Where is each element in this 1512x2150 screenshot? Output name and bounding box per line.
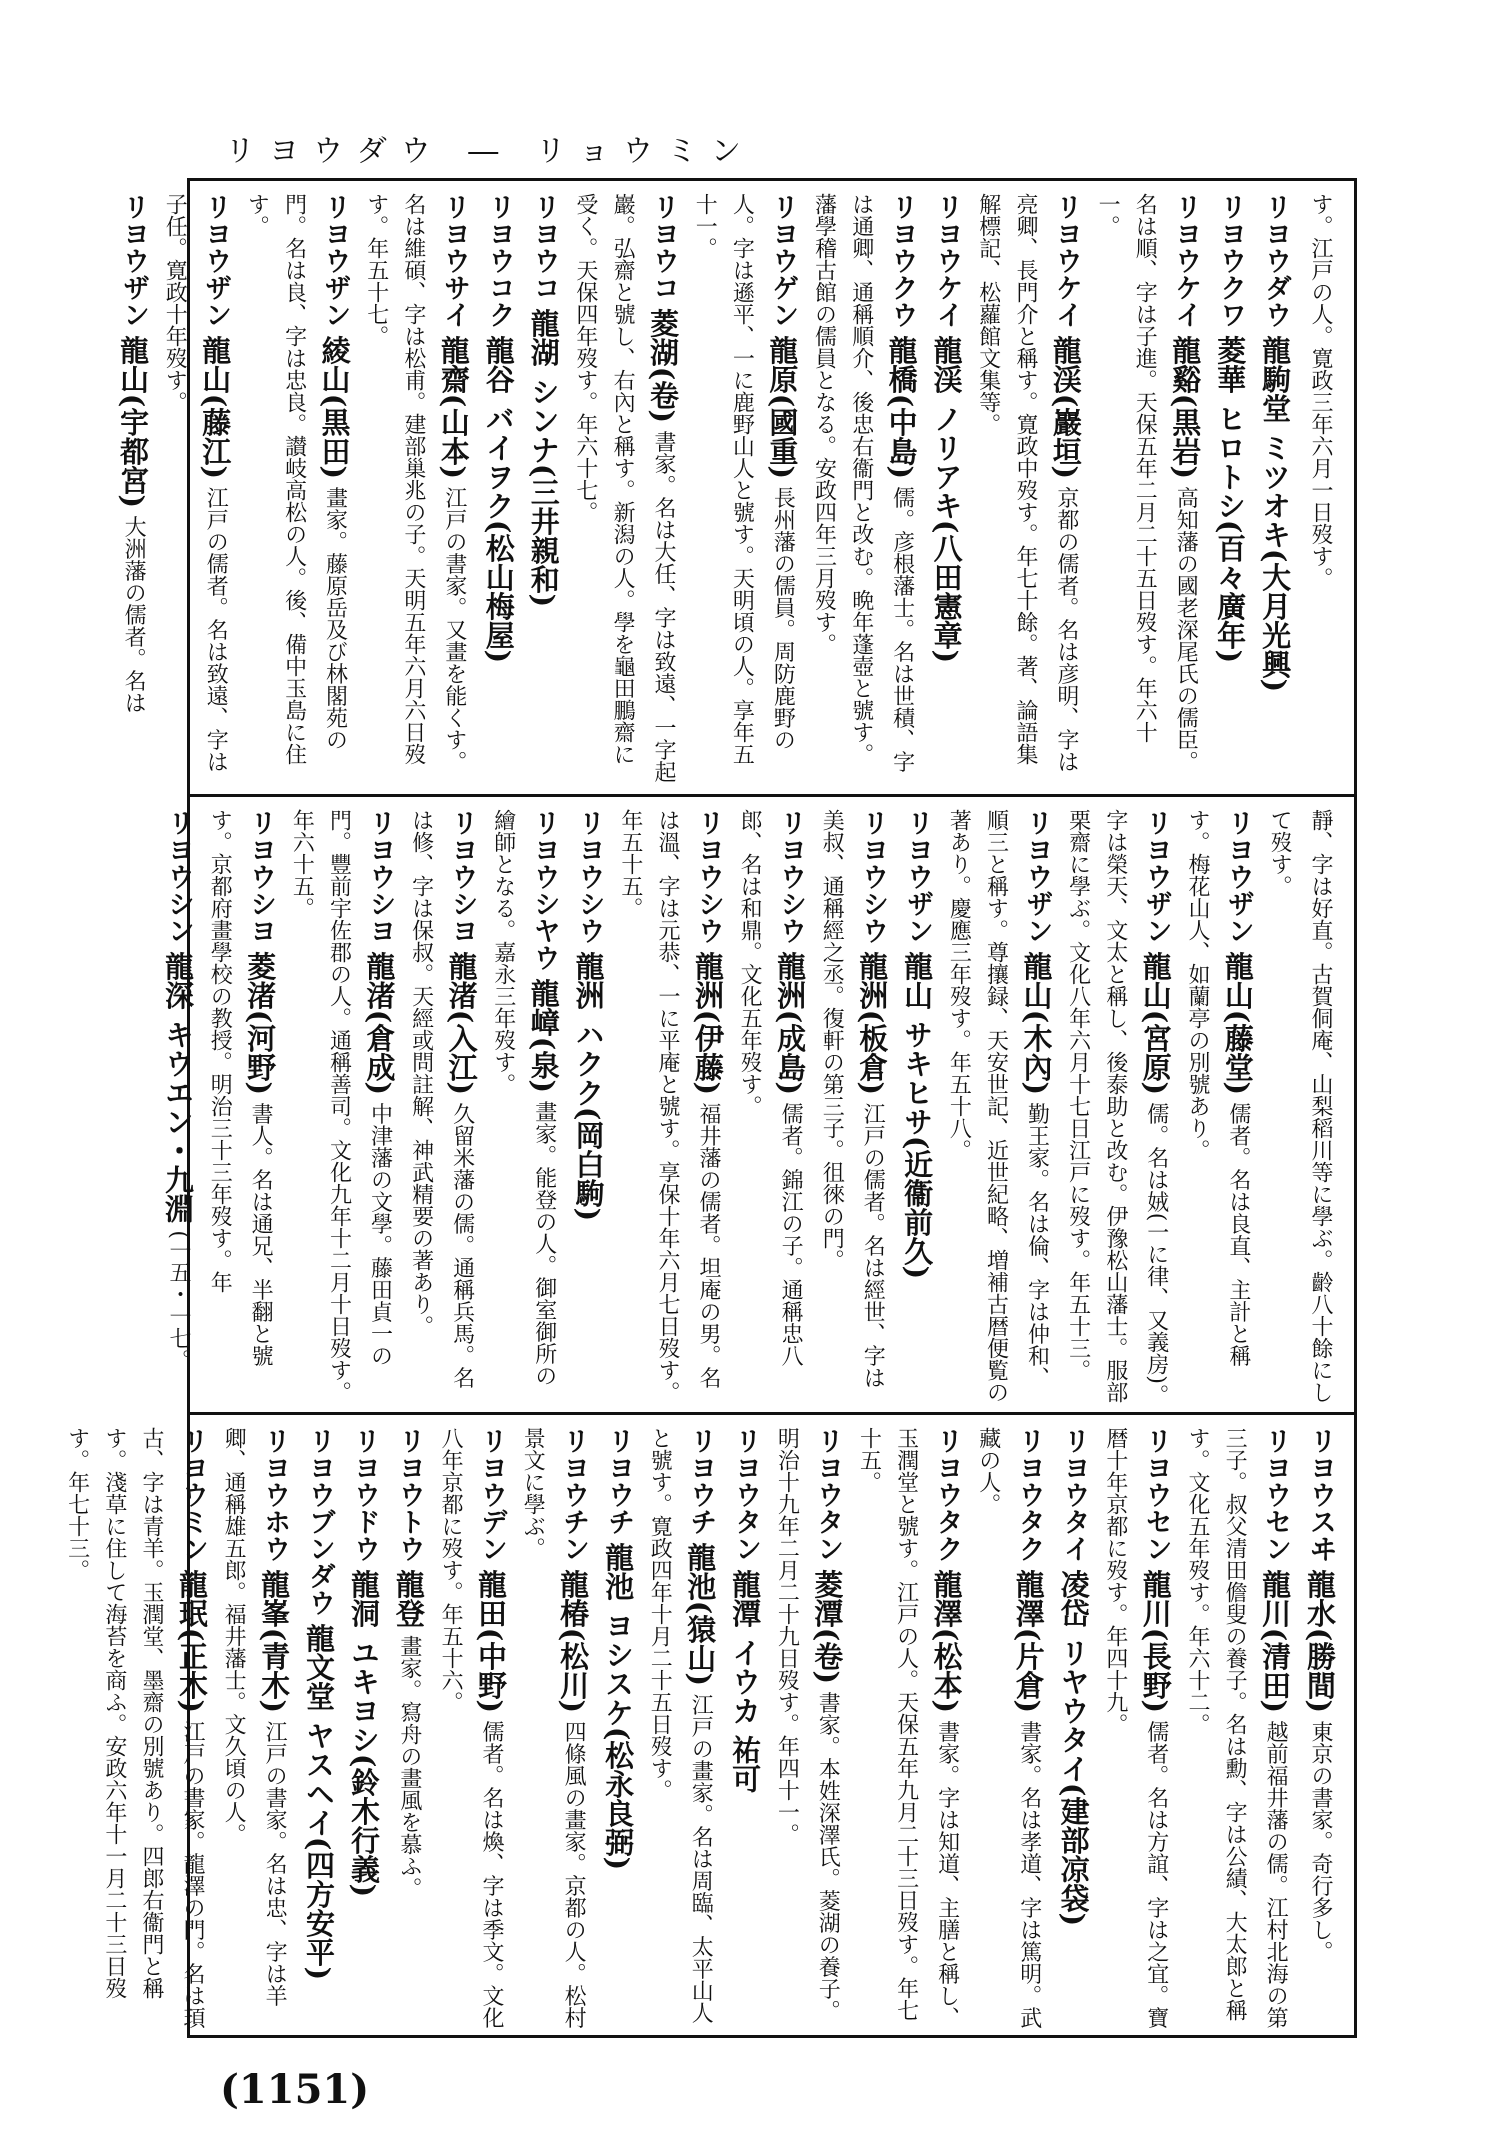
dictionary-entry bbox=[341, 1427, 386, 2032]
dictionary-entry bbox=[431, 1427, 513, 2032]
entry-description: 書家。字は知道、主膳と稱し、玉潤堂と號す。江戸の人。天保五年九月二十三日歿す。年七十五。 bbox=[856, 1427, 960, 2029]
entry-name: 龍渓 ノリアキ(八田憲章) bbox=[929, 335, 964, 664]
entry-headword: リヨウケイ bbox=[1170, 193, 1202, 328]
entry-headword: リヨウクワ bbox=[1215, 193, 1247, 328]
entry-description: 書家。名は孝道、字は篤明。武藏の人。 bbox=[975, 1427, 1042, 2029]
entry-headword: リヨウブンダウ bbox=[304, 1427, 335, 1616]
dictionary-entry bbox=[640, 1427, 722, 2032]
entry-name: 龍橋(中島) bbox=[884, 335, 919, 480]
entry-headword: リヨウセン bbox=[1260, 1427, 1292, 1562]
entry-headword: リヨウザン bbox=[1021, 809, 1053, 944]
entry-headword: リヨウタイ bbox=[1058, 1427, 1090, 1562]
entry-headword: リヨウクウ bbox=[886, 193, 918, 328]
entry-name: 龍澤(片倉) bbox=[1011, 1569, 1046, 1714]
entry-headword: リヨウザン bbox=[200, 193, 232, 328]
entry-description: 江戸の書家。又畫を能くす。名は維碩、字は松甫。建部巢兆の子。天明五年六月六日歿す。年五十七。 bbox=[363, 193, 467, 773]
entry-headword: リヨウタン bbox=[730, 1427, 762, 1562]
dictionary-entry bbox=[200, 809, 282, 1407]
dictionary-entry bbox=[282, 809, 401, 1407]
entry-name: 龍山(宮原) bbox=[1138, 951, 1173, 1096]
entry-headword: リヨウケイ bbox=[1050, 193, 1082, 328]
dictionary-frame bbox=[64, 178, 1357, 2038]
entry-headword: リヨウシン bbox=[163, 809, 194, 944]
dictionary-entry bbox=[1297, 1427, 1342, 2032]
dictionary-entry bbox=[812, 809, 894, 1407]
entry-name: 龍田(中野) bbox=[474, 1569, 508, 1714]
entry-headword: リヨウザン bbox=[1222, 809, 1254, 944]
entry-headword: リヨウチ bbox=[685, 1427, 717, 1535]
entry-headword: リヨウシウ bbox=[857, 809, 889, 944]
entry-headword: リヨウタク bbox=[931, 1427, 963, 1562]
entry-headword: リヨウゲン bbox=[767, 193, 799, 328]
dictionary-entry bbox=[401, 809, 483, 1407]
dictionary-entry bbox=[1260, 809, 1342, 1407]
entry-name: 龍峯(青木) bbox=[257, 1569, 292, 1714]
entry-headword: リヨウシウ bbox=[573, 809, 605, 944]
dictionary-entry bbox=[1058, 809, 1177, 1407]
entry-headword: リヨウコク bbox=[483, 193, 515, 328]
dictionary-entry bbox=[611, 809, 730, 1407]
dictionary-entry bbox=[296, 1427, 341, 2032]
entry-headword: リヨウダウ bbox=[1260, 193, 1292, 328]
entry-name: 龍渚(入江) bbox=[444, 951, 479, 1096]
dictionary-entry bbox=[521, 193, 566, 783]
entry-description: 久留米藩の儒。通稱兵馬。名は修、字は保叔。天經或問註解、神武精要の著あり。 bbox=[408, 809, 475, 1389]
entry-name: 菱湖(卷) bbox=[646, 308, 680, 424]
entry-name: 龍駒堂 ミツオキ(大月光興) bbox=[1258, 335, 1293, 693]
entry-description: 大洲藩の儒者。名は bbox=[121, 515, 147, 714]
dictionary-entry bbox=[767, 1427, 849, 2032]
dictionary-entry bbox=[1252, 193, 1297, 783]
entry-description: 儒。彦根藩士。名は世積、字は通卿、通稱順介、後忠右衞門と改む。晩年蓬壺と號す。藩學稽古館の儒員となる。安政四年三月歿す。 bbox=[811, 193, 915, 773]
tier-bottom-columns bbox=[64, 1427, 1342, 2032]
dictionary-entry bbox=[566, 193, 685, 783]
entry-name: 龍洲(成島) bbox=[773, 951, 808, 1096]
dictionary-entry bbox=[1297, 193, 1342, 783]
entry-description: 江戸の書家。龍澤の門。名は頊古、字は青羊。玉潤堂、墨齋の別號あり。四郎右衞門と稱す。淺草に住して海苔を商ふ。安政六年十一月二十三日歿す。年七十三。 bbox=[64, 1427, 205, 2029]
entry-name: 菱渚(河野) bbox=[243, 951, 278, 1096]
dictionary-entry bbox=[214, 1427, 296, 2032]
entry-name: 龍山(藤江) bbox=[198, 335, 233, 480]
entry-description: 儒者。名は方誼、字は之宜。寶暦十年京都に歿す。年四十九。 bbox=[1102, 1427, 1169, 2029]
tier-top bbox=[116, 181, 1354, 791]
dictionary-entry bbox=[1096, 1427, 1178, 2032]
entry-name: 菱華 ヒロトシ(百々廣年) bbox=[1213, 335, 1248, 664]
entry-description: 書家。名は大任、字は致遠、一字起巖。弘齋と號し、右內と稱す。新潟の人。學を龜田鵬齋に受く。天保四年歿す。年六十七。 bbox=[572, 193, 676, 783]
entry-headword: リヨウシヨ bbox=[446, 809, 478, 944]
entry-description: 書家。本姓深澤氏。菱湖の養子。明治十九年二月二十九日歿す。年四十一。 bbox=[774, 1427, 841, 2022]
entry-description: 畫家。能登の人。御室御所の繪師となる。嘉永三年歿す。 bbox=[490, 809, 557, 1387]
entry-headword: リヨウシウ bbox=[692, 809, 724, 944]
entry-name: 龍登 bbox=[391, 1569, 426, 1628]
entry-description: 江戸の書家。名は忠、字は羊卿、通稱雄五郎。福井藩士。文久頃の人。 bbox=[221, 1427, 288, 2007]
dictionary-entry bbox=[595, 1427, 640, 2032]
entry-description: 福井藩の儒者。坦庵の男。名は溫、字は元恭、一に平庵と號す。享保十年六月七日歿す。年五十五。 bbox=[617, 809, 721, 1403]
entry-name: 龍池 ヨシスケ(松永良弼) bbox=[601, 1542, 636, 1871]
entry-name: 龍澤(松本) bbox=[929, 1569, 964, 1714]
entry-headword: リヨウザン bbox=[319, 193, 351, 328]
entry-name: 龍山(藤堂) bbox=[1220, 951, 1255, 1096]
dictionary-entry bbox=[476, 193, 521, 783]
dictionary-entry bbox=[804, 193, 923, 783]
dictionary-entry bbox=[1178, 1427, 1297, 2032]
entry-description: (一五・一七。 bbox=[166, 1230, 191, 1371]
entry-description: 畫家。藤原岳及び林閣苑の門。名は良、字は忠良。讃岐高松の人。後、備中玉島に住す。 bbox=[244, 193, 348, 765]
entry-name: 綾山(黒田) bbox=[317, 335, 352, 480]
entry-headword: リヨウホウ bbox=[259, 1427, 291, 1562]
entry-headword: リヨウシヨ bbox=[245, 809, 277, 944]
entry-name: 龍谷 バイヲク(松山梅屋) bbox=[481, 335, 516, 664]
entry-headword: リヨウサイ bbox=[438, 193, 470, 328]
entry-description: 越前福井藩の儒。江村北海の第三子。叔父清田儋叟の養子。名は勳、字は公績、大太郎と稱す。文化五年歿す。年六十二。 bbox=[1184, 1427, 1289, 2029]
entry-name: 龍洲(伊藤) bbox=[690, 951, 725, 1096]
running-head: リヨウダウ ― リョウミン bbox=[225, 134, 755, 169]
entry-headword: リヨウシヨ bbox=[364, 809, 396, 944]
entry-description: 東京の書家。奇行多し。 bbox=[1308, 1720, 1333, 1963]
entry-name: 龍洞 ユキヨシ(鈴木行義) bbox=[346, 1569, 381, 1898]
entry-description: 高知藩の國老深尾氏の儒臣。名は順、字は子進。天保五年二月二十五日歿す。年六十一。 bbox=[1095, 193, 1199, 773]
dictionary-entry bbox=[894, 809, 939, 1407]
tier-top-columns bbox=[116, 193, 1342, 783]
entry-name: 菱潭(卷) bbox=[810, 1569, 845, 1685]
entry-headword: リヨウチ bbox=[603, 1427, 635, 1535]
dictionary-entry bbox=[155, 193, 237, 783]
entry-description: 書人。名は通兄、半翻と號す。京都府畫學校の教授。明治三十三年歿す。年 bbox=[207, 809, 274, 1367]
entry-name: 龍齋(山本) bbox=[436, 335, 471, 480]
entry-headword: リヨウトウ bbox=[393, 1427, 425, 1562]
entry-headword: リヨウチン bbox=[558, 1427, 590, 1562]
entry-name: 龍川(長野) bbox=[1138, 1569, 1173, 1714]
dictionary-entry bbox=[1178, 809, 1260, 1407]
entry-name: 龍渓(巖垣) bbox=[1048, 335, 1083, 480]
entry-name: 龍洲(板倉) bbox=[855, 951, 890, 1096]
dictionary-entry bbox=[969, 193, 1088, 783]
dictionary-entry bbox=[1207, 193, 1252, 783]
dictionary-entry bbox=[939, 809, 1058, 1407]
dictionary-entry bbox=[730, 809, 812, 1407]
entry-name: 龍深 キウエン・九淵 bbox=[161, 951, 195, 1223]
dictionary-entry bbox=[685, 193, 804, 783]
dictionary-entry bbox=[1051, 1427, 1096, 2032]
dictionary-entry bbox=[513, 1427, 595, 2032]
dictionary-entry bbox=[924, 193, 969, 783]
entry-description: 中津藩の文學。藤田貞一の門。豐前宇佐郡の人。通稱善司。文化九年十二月十日歿す。年六十五。 bbox=[289, 809, 393, 1403]
dictionary-entry bbox=[566, 809, 611, 1407]
entry-name: 龍川(清田) bbox=[1258, 1569, 1293, 1714]
entry-name: 凌岱 リヤウタイ(建部凉袋) bbox=[1056, 1569, 1091, 1927]
entry-name: 龍椿(松川) bbox=[556, 1569, 591, 1714]
dictionary-entry bbox=[722, 1427, 767, 2032]
dictionary-entry bbox=[849, 1427, 968, 2032]
entry-description: す。江戸の人。寛政三年六月一日歿す。 bbox=[1308, 193, 1333, 589]
entry-name: 龍珉(正木) bbox=[174, 1569, 209, 1714]
dictionary-entry bbox=[969, 1427, 1051, 2032]
entry-name: 龍渚(倉成) bbox=[362, 951, 397, 1096]
dictionary-entry bbox=[386, 1427, 431, 2032]
entry-name: 龍原(國重) bbox=[765, 335, 800, 480]
entry-headword: リヨウドウ bbox=[348, 1427, 380, 1562]
entry-name: 龍山(宇都宮) bbox=[116, 335, 151, 509]
dictionary-entry bbox=[110, 193, 155, 783]
entry-name: 龍山(木內) bbox=[1019, 951, 1054, 1096]
entry-description: 勤王家。名は倫、字は仲和、順三と稱す。尊攘録、天安世記、近世紀略、増補古暦便覧の著あり。慶應三年歿す。年五十八。 bbox=[946, 809, 1050, 1403]
entry-headword: リヨウセン bbox=[1140, 1427, 1172, 1562]
entry-name: 龍嶂(泉) bbox=[526, 978, 561, 1094]
entry-headword: リヨウシヤウ bbox=[528, 809, 560, 971]
entry-description: 長州藩の儒員。周防鹿野の人。字は遜平、一に鹿野山人と號す。天明頃の人。享年五十一。 bbox=[692, 193, 796, 765]
entry-name: 龍水(勝間) bbox=[1303, 1569, 1337, 1714]
dictionary-entry bbox=[1088, 193, 1207, 783]
entry-headword: リヨウコ bbox=[648, 193, 679, 301]
tier-middle-columns bbox=[161, 809, 1342, 1407]
entry-name: 龍潭 イウカ 祐可 bbox=[728, 1569, 763, 1793]
entry-headword: リヨウスヰ bbox=[1305, 1427, 1336, 1562]
entry-description: 儒者。名は煥、字は季文。文化八年京都に歿す。年五十六。 bbox=[438, 1427, 504, 2029]
entry-headword: リヨウタク bbox=[1013, 1427, 1045, 1562]
entry-headword: リヨウケイ bbox=[931, 193, 963, 328]
entry-description: 儒。名は娀(一に律、又義房)。字は榮天、文太と稱し、後泰助と改む。伊豫松山藩士。服部栗齋に學ぶ。文化八年六月十七日江戸に歿す。年五十三。 bbox=[1065, 809, 1169, 1406]
entry-description: 靜、字は好直。古賀侗庵、山梨稻川等に學ぶ。齡八十餘にして歿す。 bbox=[1267, 809, 1333, 1403]
entry-description: 江戸の儒者。名は經世、字は美叔、通稱經之丞。復軒の第三子。徂徠の門。 bbox=[819, 809, 886, 1389]
tier-middle bbox=[161, 794, 1354, 1415]
entry-name: 龍池(猿山) bbox=[683, 1542, 718, 1687]
entry-description: 畫家。寫舟の畫風を慕ふ。 bbox=[396, 1635, 422, 1900]
dictionary-entry bbox=[484, 809, 566, 1407]
dictionary-entry bbox=[357, 193, 476, 783]
entry-description: 儒者。錦江の子。通稱忠八郎、名は和鼎。文化五年歿す。 bbox=[737, 809, 804, 1367]
entry-description: 江戸の儒者。名は致遠、字は子任。寛政十年歿す。 bbox=[162, 193, 229, 773]
entry-name: 龍谿(黒岩) bbox=[1168, 335, 1203, 480]
entry-description: 儒者。名は良直、主計と稱す。梅花山人、如蘭亭の別號あり。 bbox=[1184, 809, 1251, 1367]
dictionary-entry bbox=[155, 809, 200, 1407]
entry-headword: リヨウザン bbox=[902, 809, 934, 944]
tier-bottom bbox=[64, 1412, 1354, 2040]
dictionary-entry bbox=[237, 193, 356, 783]
entry-description: 四條風の畫家。京都の人。松村景文に學ぶ。 bbox=[520, 1427, 587, 2029]
entry-headword: リヨウタン bbox=[812, 1427, 844, 1562]
entry-description: 江戸の畫家。名は周臨、太平山人と號す。寛政四年十月二十五日歿す。 bbox=[647, 1427, 714, 2024]
entry-name: 龍洲 ハクク(岡白駒) bbox=[571, 951, 606, 1222]
entry-headword: リヨウミン bbox=[176, 1427, 208, 1562]
entry-description: 京都の儒者。名は彦明、字は亮卿、長門介と稱す。寛政中歿す。年七十餘。著、論語集解標記、松蘿館文集等。 bbox=[975, 193, 1079, 773]
entry-name: 龍湖 シンナ(三井親和) bbox=[526, 308, 561, 608]
entry-headword: リヨウデン bbox=[476, 1427, 507, 1562]
entry-headword: リヨウザン bbox=[118, 193, 150, 328]
page-number: (1151) bbox=[220, 2066, 370, 2113]
entry-headword: リヨウシウ bbox=[775, 809, 807, 944]
dictionary-entry bbox=[57, 1427, 214, 2032]
entry-headword: リヨウザン bbox=[1140, 809, 1172, 944]
entry-headword: リヨウコ bbox=[528, 193, 560, 301]
entry-name: 龍文堂 ヤスヘイ(四方安平) bbox=[302, 1623, 336, 1981]
entry-name: 龍山 サキヒサ(近衞前久) bbox=[900, 951, 935, 1280]
